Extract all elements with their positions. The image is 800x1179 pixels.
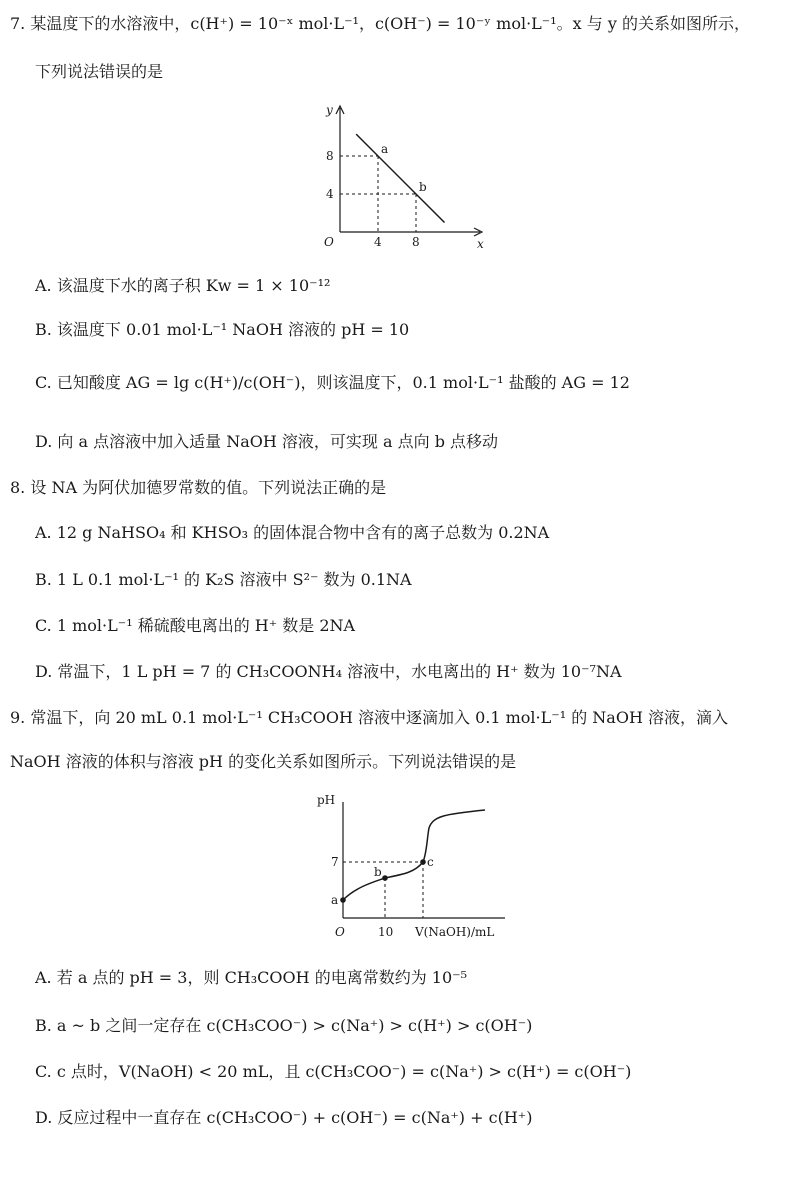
q9-point-c-label: c xyxy=(427,855,434,869)
q8-option-a: A. 12 g NaHSO₄ 和 KHSO₃ 的固体混合物中含有的离子总数为 0.2NA xyxy=(35,523,550,542)
q9-y-tick-7: 7 xyxy=(331,855,339,869)
q9-option-a: A. 若 a 点的 pH = 3，则 CH₃COOH 的电离常数约为 10⁻⁵ xyxy=(35,968,467,987)
q7-option-c: C. 已知酸度 AG = lg c(H⁺)/c(OH⁻)，则该温度下，0.1 mol·L⁻¹ 盐酸的 AG = 12 xyxy=(35,373,630,392)
q7-y-tick-4: 4 xyxy=(326,187,334,201)
q9-point-a-label: a xyxy=(331,893,339,907)
q9-point-b-label: b xyxy=(374,865,382,879)
q9-point-c xyxy=(420,859,426,865)
q7-graph xyxy=(320,100,495,250)
q7-option-a: A. 该温度下水的离子积 Kw = 1 × 10⁻¹² xyxy=(35,276,331,295)
q7-origin-label: O xyxy=(324,235,334,249)
q7-stem-line1: 7. 某温度下的水溶液中，c(H⁺) = 10⁻ˣ mol·L⁻¹，c(OH⁻) = 10⁻ʸ mol·L⁻¹。x 与 y 的关系如图所示， xyxy=(10,14,750,33)
q8-option-d: D. 常温下，1 L pH = 7 的 CH₃COONH₄ 溶液中，水电离出的 H⁺ 数为 10⁻⁷NA xyxy=(35,662,622,681)
q9-origin-label: O xyxy=(335,925,345,939)
q7-point-b-label: b xyxy=(419,180,427,194)
q8-stem: 8. 设 NA 为阿伏加德罗常数的值。下列说法正确的是 xyxy=(10,478,387,497)
q7-line-series xyxy=(356,134,444,222)
q9-x-tick-10: 10 xyxy=(378,925,394,939)
q7-x-tick-8: 8 xyxy=(412,235,420,249)
q8-option-b: B. 1 L 0.1 mol·L⁻¹ 的 K₂S 溶液中 S²⁻ 数为 0.1NA xyxy=(35,570,412,589)
q9-stem-line1: 9. 常温下，向 20 mL 0.1 mol·L⁻¹ CH₃COOH 溶液中逐滴加入 0.1 mol·L⁻¹ 的 NaOH 溶液，滴入 xyxy=(10,708,728,727)
q7-stem-line2: 下列说法错误的是 xyxy=(35,62,164,81)
q9-option-b: B. a ~ b 之间一定存在 c(CH₃COO⁻) > c(Na⁺) > c(H⁺) > c(OH⁻) xyxy=(35,1016,533,1035)
q9-graph xyxy=(315,790,515,950)
q7-option-d: D. 向 a 点溶液中加入适量 NaOH 溶液，可实现 a 点向 b 点移动 xyxy=(35,432,499,451)
q7-y-axis-label: y xyxy=(326,103,333,117)
q7-x-axis-label: x xyxy=(477,237,484,250)
q9-y-axis-label: pH xyxy=(317,793,336,807)
q8-option-c: C. 1 mol·L⁻¹ 稀硫酸电离出的 H⁺ 数是 2NA xyxy=(35,616,356,635)
q9-option-d: D. 反应过程中一直存在 c(CH₃COO⁻) + c(OH⁻) = c(Na⁺) + c(H⁺) xyxy=(35,1108,533,1127)
q9-x-axis-label: V(NaOH)/mL xyxy=(415,925,495,939)
q9-option-c: C. c 点时，V(NaOH) < 20 mL，且 c(CH₃COO⁻) = c(Na⁺) > c(H⁺) = c(OH⁻) xyxy=(35,1062,632,1081)
q9-stem-line2: NaOH 溶液的体积与溶液 pH 的变化关系如图所示。下列说法错误的是 xyxy=(10,752,517,771)
q9-point-b xyxy=(382,875,388,881)
q7-x-tick-4: 4 xyxy=(374,235,382,249)
q7-option-b: B. 该温度下 0.01 mol·L⁻¹ NaOH 溶液的 pH = 10 xyxy=(35,320,410,339)
q7-point-a-label: a xyxy=(381,142,389,156)
q7-y-tick-8: 8 xyxy=(326,149,334,163)
q9-point-a xyxy=(340,897,346,903)
q9-titration-curve xyxy=(343,810,485,900)
